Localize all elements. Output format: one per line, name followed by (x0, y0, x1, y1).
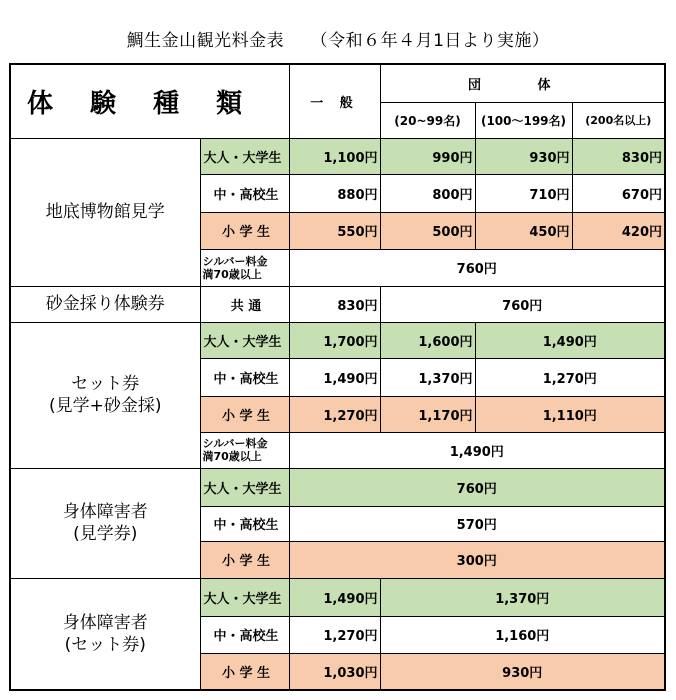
label-silver: シルバー料金 満70歳以上 (200, 432, 289, 468)
price-cell: 1,170円 (380, 396, 475, 432)
price-cell: 1,370円 (380, 578, 665, 616)
price-cell: 450円 (475, 212, 572, 249)
price-cell: 760円 (380, 286, 665, 322)
price-cell: 1,100円 (289, 138, 380, 174)
price-cell: 1,110円 (475, 396, 665, 432)
header-group-100-199: (100～199名) (475, 102, 572, 138)
table-row (10, 138, 665, 174)
price-cell: 670円 (572, 174, 665, 212)
price-cell: 1,160円 (380, 616, 665, 653)
label-elementary: 小 学 生 (200, 212, 289, 249)
header-row (10, 64, 665, 102)
price-cell: 710円 (475, 174, 572, 212)
table-row (10, 322, 665, 358)
label-elementary: 小 学 生 (200, 653, 289, 690)
header-group-200: (200名以上) (572, 102, 665, 138)
price-cell: 1,490円 (289, 432, 665, 468)
header-type: 体 験 種 類 (10, 64, 289, 138)
price-cell: 1,600円 (380, 322, 475, 358)
label-elementary: 小 学 生 (200, 541, 289, 578)
label-common: 共 通 (200, 286, 289, 322)
price-cell: 830円 (289, 286, 380, 322)
price-cell: 1,030円 (289, 653, 380, 690)
price-cell: 830円 (572, 138, 665, 174)
price-cell: 420円 (572, 212, 665, 249)
price-cell: 930円 (380, 653, 665, 690)
label-junior: 中・高校生 (200, 506, 289, 541)
price-cell: 760円 (289, 249, 665, 286)
price-cell: 880円 (289, 174, 380, 212)
price-cell: 1,490円 (289, 578, 380, 616)
price-cell: 500円 (380, 212, 475, 249)
price-cell: 1,270円 (289, 616, 380, 653)
category-set-ticket: セット券 (見学+砂金採) (10, 322, 200, 468)
table-row (10, 468, 665, 506)
price-cell: 930円 (475, 138, 572, 174)
label-silver: シルバー料金 満70歳以上 (200, 249, 289, 286)
price-cell: 1,490円 (475, 322, 665, 358)
price-cell: 1,700円 (289, 322, 380, 358)
price-cell: 550円 (289, 212, 380, 249)
price-cell: 300円 (289, 541, 665, 578)
price-cell: 1,490円 (289, 358, 380, 396)
label-elementary: 小 学 生 (200, 396, 289, 432)
label-adult: 大人・大学生 (200, 468, 289, 506)
label-junior: 中・高校生 (200, 174, 289, 212)
price-table (9, 63, 666, 691)
page-title: 鯛生金山観光料金表 （令和６年４月1日より実施） (126, 31, 550, 51)
price-cell: 1,270円 (475, 358, 665, 396)
label-junior: 中・高校生 (200, 358, 289, 396)
label-adult: 大人・大学生 (200, 138, 289, 174)
price-cell: 1,270円 (289, 396, 380, 432)
header-general: 一 般 (289, 64, 380, 138)
category-disabled-tour: 身体障害者 (見学券) (10, 468, 200, 578)
price-cell: 570円 (289, 506, 665, 541)
price-cell: 760円 (289, 468, 665, 506)
category-disabled-set: 身体障害者 (セット券) (10, 578, 200, 690)
header-group-20-99: (20~99名) (380, 102, 475, 138)
label-adult: 大人・大学生 (200, 578, 289, 616)
price-cell: 1,370円 (380, 358, 475, 396)
label-junior: 中・高校生 (200, 616, 289, 653)
price-cell: 800円 (380, 174, 475, 212)
category-museum: 地底博物館見学 (10, 138, 200, 286)
category-gold-panning: 砂金採り体験券 (10, 286, 200, 322)
header-group: 団 体 (380, 64, 665, 102)
label-adult: 大人・大学生 (200, 322, 289, 358)
table-row (10, 286, 665, 322)
price-cell: 990円 (380, 138, 475, 174)
table-row (10, 578, 665, 616)
